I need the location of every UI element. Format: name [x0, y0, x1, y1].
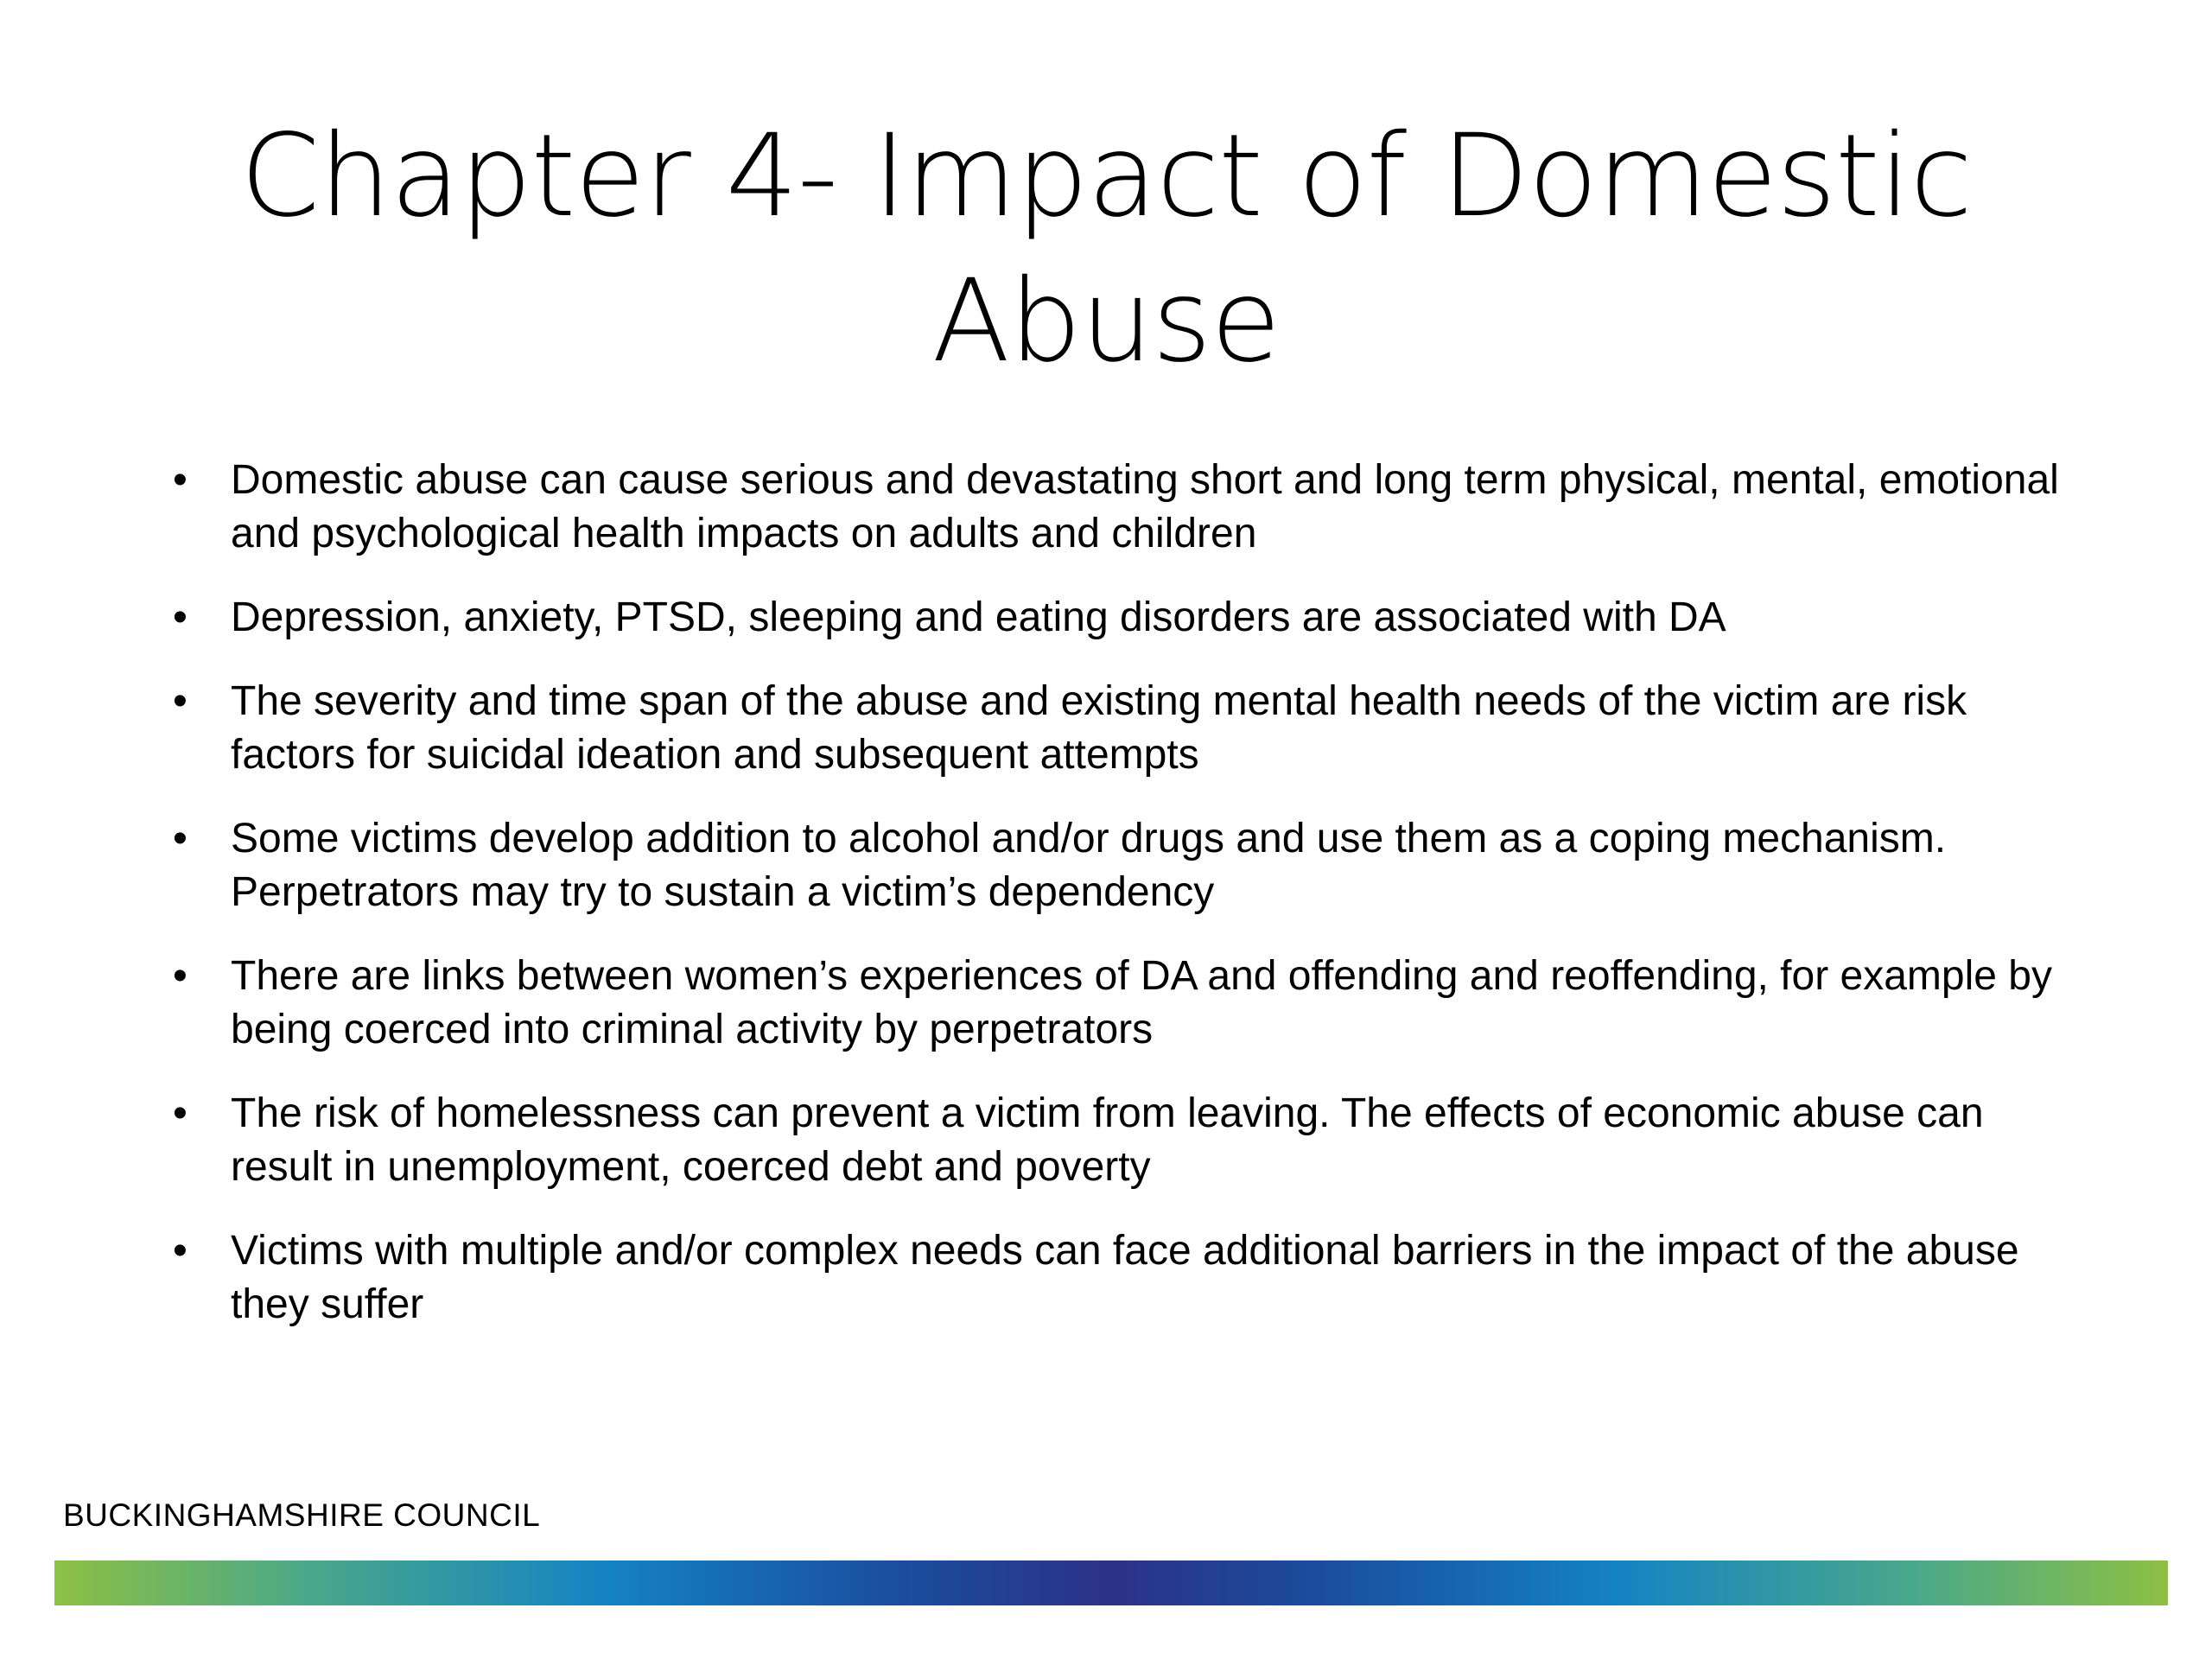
bullet-text: Victims with multiple and/or complex needs can face additional barriers in the impact of the abuse they suffer	[231, 1228, 2019, 1327]
bullet-dot-icon: •	[173, 1228, 188, 1274]
bullet-text: Some victims develop addition to alcohol and/or drugs and use them as a coping mechanism. Perpetrators may try to sustain a victim’s dependency	[231, 816, 1947, 915]
bullet-dot-icon: •	[173, 1090, 188, 1136]
bullet-text: The risk of homelessness can prevent a victim from leaving. The effects of economic abuse can result in unemployment, coerced debt and poverty	[231, 1090, 1984, 1190]
slide-title: Chapter 4- Impact of Domestic Abuse	[240, 110, 1972, 388]
bullet-item	[173, 1224, 2091, 1332]
bullet-item	[173, 950, 2091, 1057]
footer-organization-label: BUCKINGHAMSHIRE COUNCIL	[63, 1497, 541, 1533]
bullet-item	[173, 812, 2091, 919]
bullet-dot-icon: •	[173, 594, 188, 640]
bullet-dot-icon: •	[173, 953, 188, 999]
bullet-list	[173, 454, 2091, 1362]
bullet-item	[173, 454, 2091, 561]
bullet-item	[173, 591, 2091, 645]
bullet-dot-icon: •	[173, 678, 188, 724]
footer-gradient-bar	[54, 1560, 2168, 1605]
bullet-text: There are links between women’s experiences of DA and offending and reoffending, for example by being coerced into criminal activity by perpetrators	[231, 953, 2052, 1052]
bullet-item	[173, 1087, 2091, 1194]
bullet-text: Depression, anxiety, PTSD, sleeping and eating disorders are associated with DA	[231, 594, 1726, 640]
bullet-text: Domestic abuse can cause serious and devastating short and long term physical, mental, emotional and psychological health impacts on adults and children	[231, 457, 2059, 556]
bullet-item	[173, 675, 2091, 782]
bullet-dot-icon: •	[173, 816, 188, 861]
bullet-dot-icon: •	[173, 457, 188, 503]
bullet-text: The severity and time span of the abuse and existing mental health needs of the victim are risk factors for suicidal ideation and subsequent attempts	[231, 678, 1967, 778]
